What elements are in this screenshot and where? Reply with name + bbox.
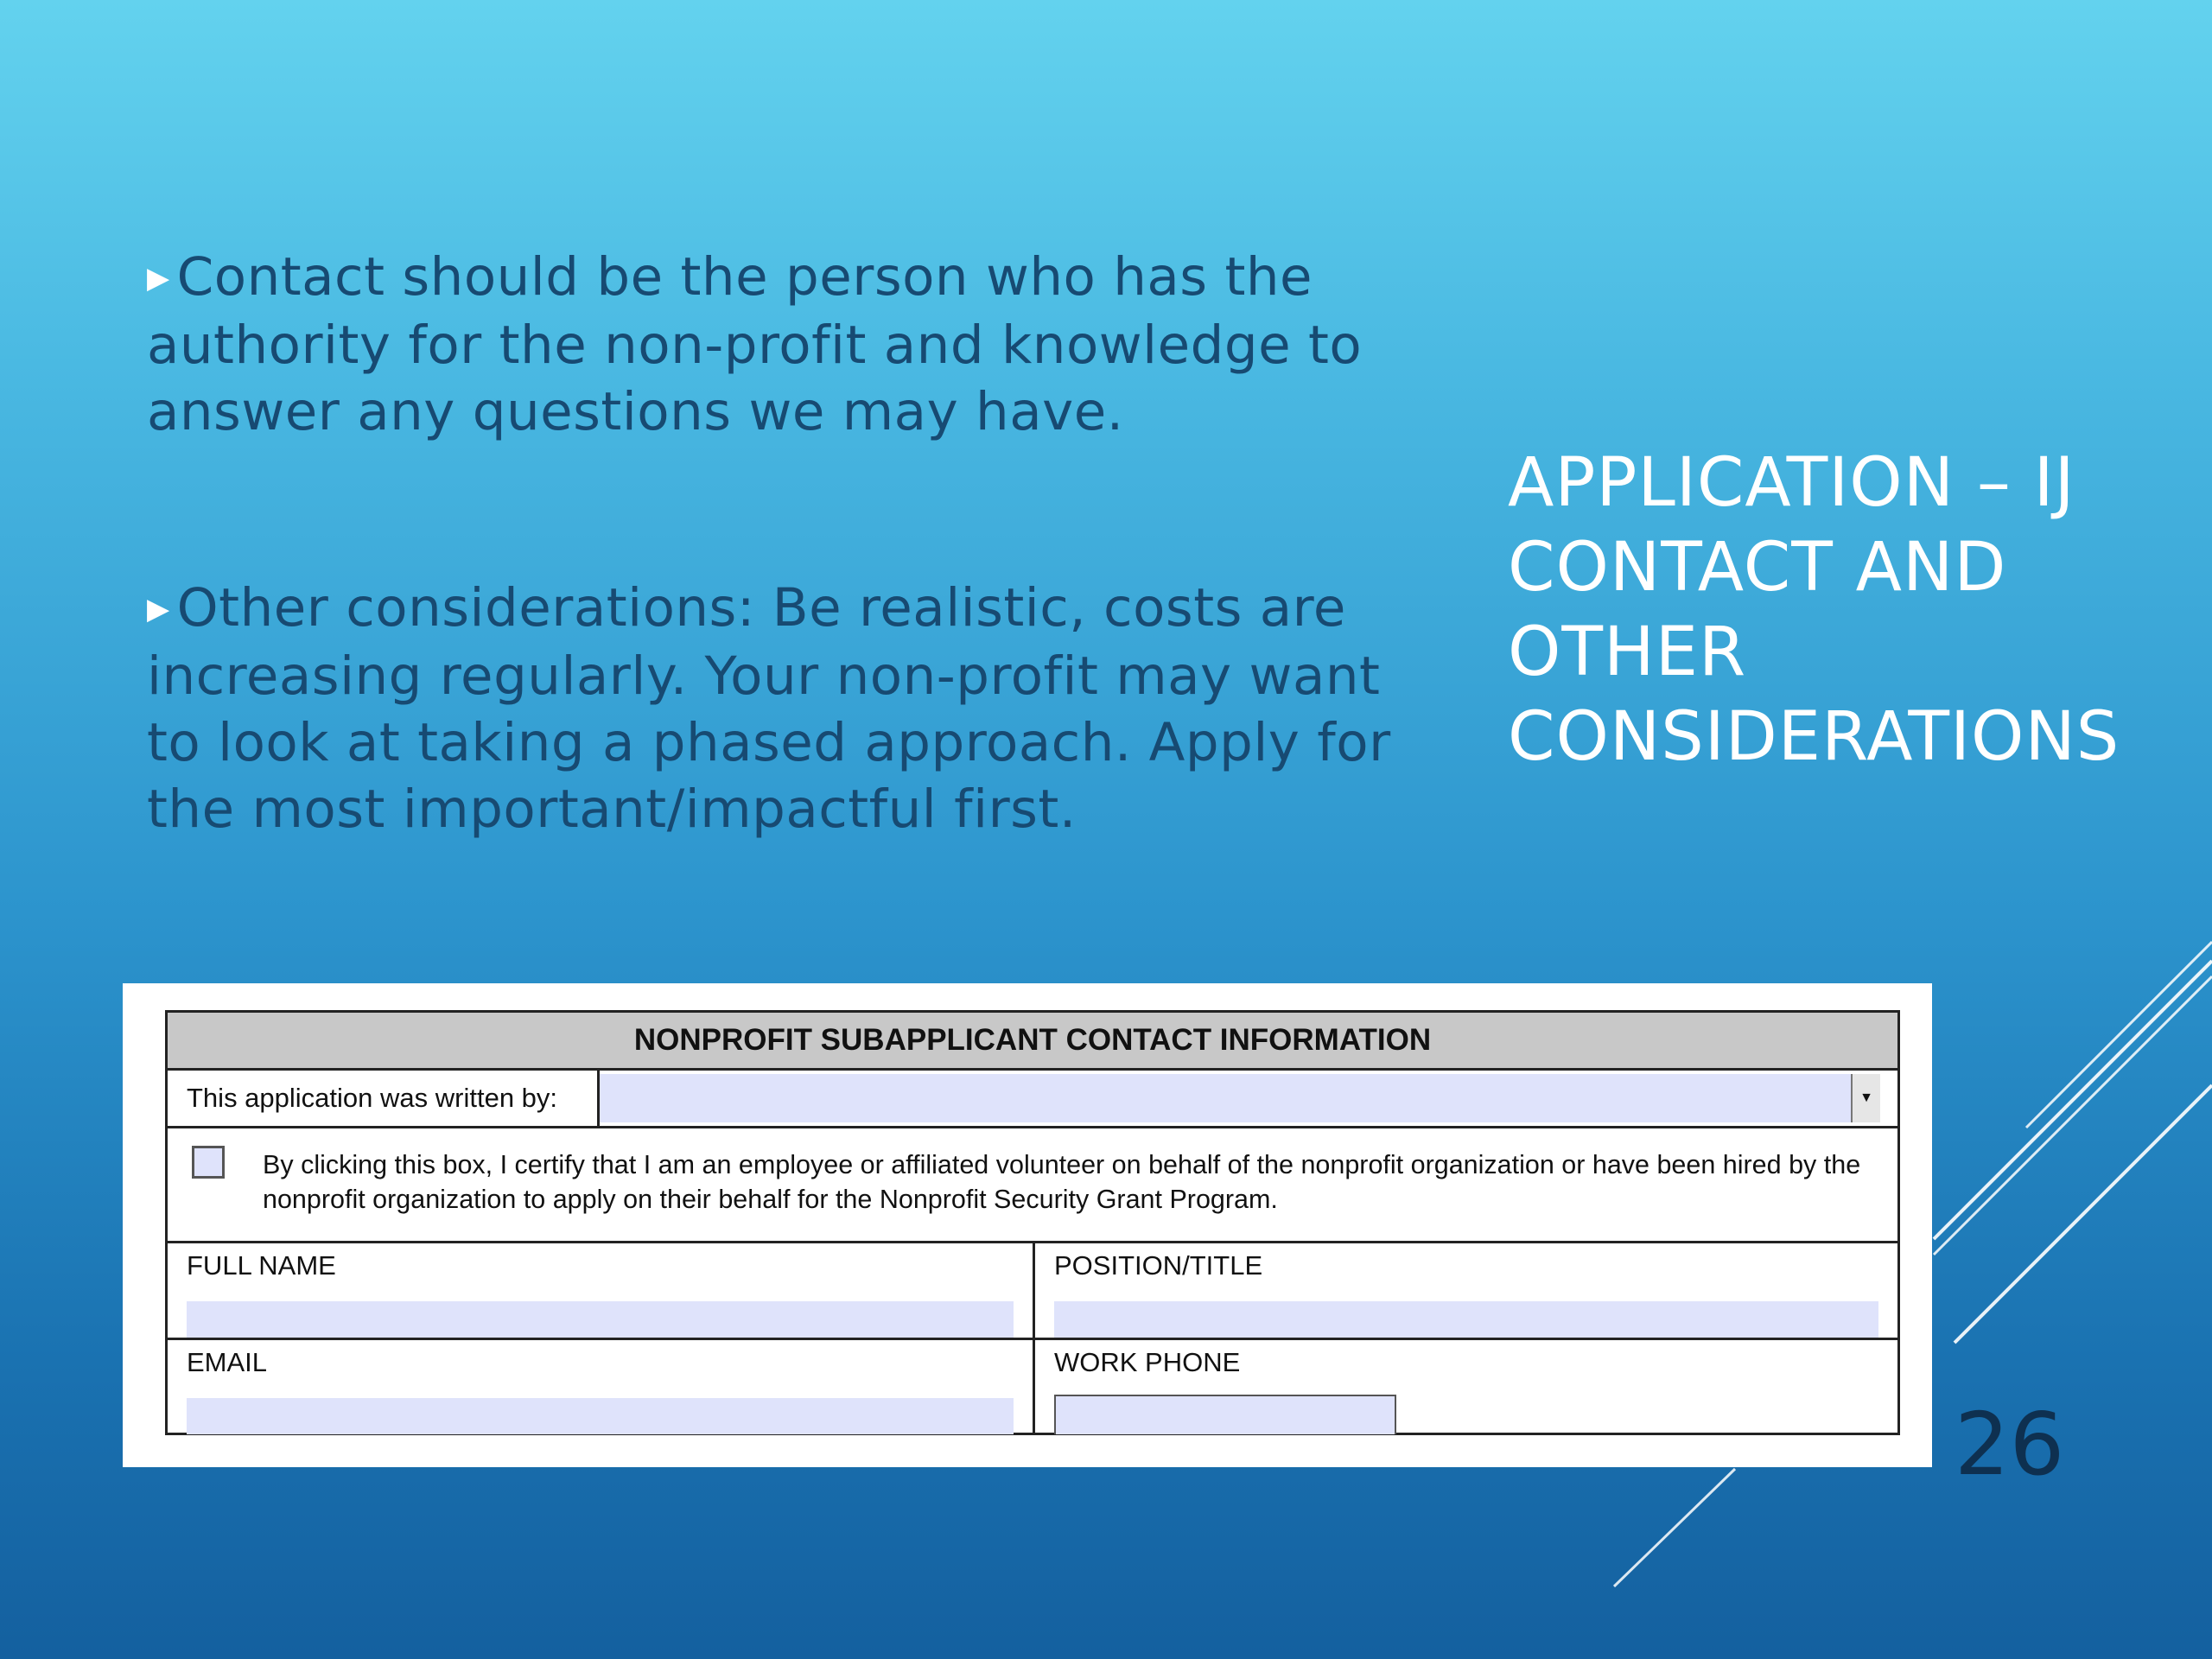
work-phone-cell xyxy=(1033,1340,1897,1434)
position-title-input[interactable] xyxy=(1054,1301,1878,1338)
certify-checkbox[interactable] xyxy=(192,1146,225,1179)
work-phone-input[interactable] xyxy=(1054,1395,1396,1434)
written-by-label: This application was written by: xyxy=(168,1071,600,1126)
full-name-cell xyxy=(168,1243,1033,1338)
written-by-row xyxy=(168,1071,1897,1128)
bullet-marker-icon: ▶ xyxy=(147,261,170,296)
work-phone-label: WORK PHONE xyxy=(1054,1347,1241,1377)
email-cell xyxy=(168,1340,1033,1434)
chevron-down-icon: ▼ xyxy=(1859,1090,1873,1105)
form-screenshot xyxy=(123,983,1932,1467)
bullet-text: Other considerations: Be realistic, costs are increasing regularly. Your non-profit may want to look at taking a phased approach. Apply for the most important/impactful first. xyxy=(147,577,1391,840)
position-cell xyxy=(1033,1243,1897,1338)
full-name-input[interactable] xyxy=(187,1301,1014,1338)
written-by-select[interactable] xyxy=(600,1074,1880,1122)
slide-title: APPLICATION – IJ CONTACT AND OTHER CONSIDERATIONS xyxy=(1508,444,2120,776)
certify-row xyxy=(168,1128,1897,1243)
page-number: 26 xyxy=(1955,1394,2065,1495)
certify-text: By clicking this box, I certify that I am an employee or affiliated volunteer on behalf of the nonprofit organization or have been hired by the nonprofit organization to apply on their behalf for the Nonprofit Security Grant Program. xyxy=(263,1150,1861,1214)
contact-form xyxy=(165,1010,1900,1435)
dropdown-button[interactable] xyxy=(1851,1074,1880,1122)
email-input[interactable] xyxy=(187,1398,1014,1434)
email-label: EMAIL xyxy=(187,1347,268,1377)
name-position-row xyxy=(168,1243,1897,1338)
bullet-marker-icon: ▶ xyxy=(147,592,170,626)
email-phone-row xyxy=(168,1338,1897,1434)
position-title-label: POSITION/TITLE xyxy=(1054,1250,1263,1281)
full-name-label: FULL NAME xyxy=(187,1250,336,1281)
form-header: NONPROFIT SUBAPPLICANT CONTACT INFORMATION xyxy=(168,1013,1897,1071)
bullet-text: Contact should be the person who has the authority for the non-profit and knowledge to answer any questions we may have. xyxy=(147,246,1363,442)
